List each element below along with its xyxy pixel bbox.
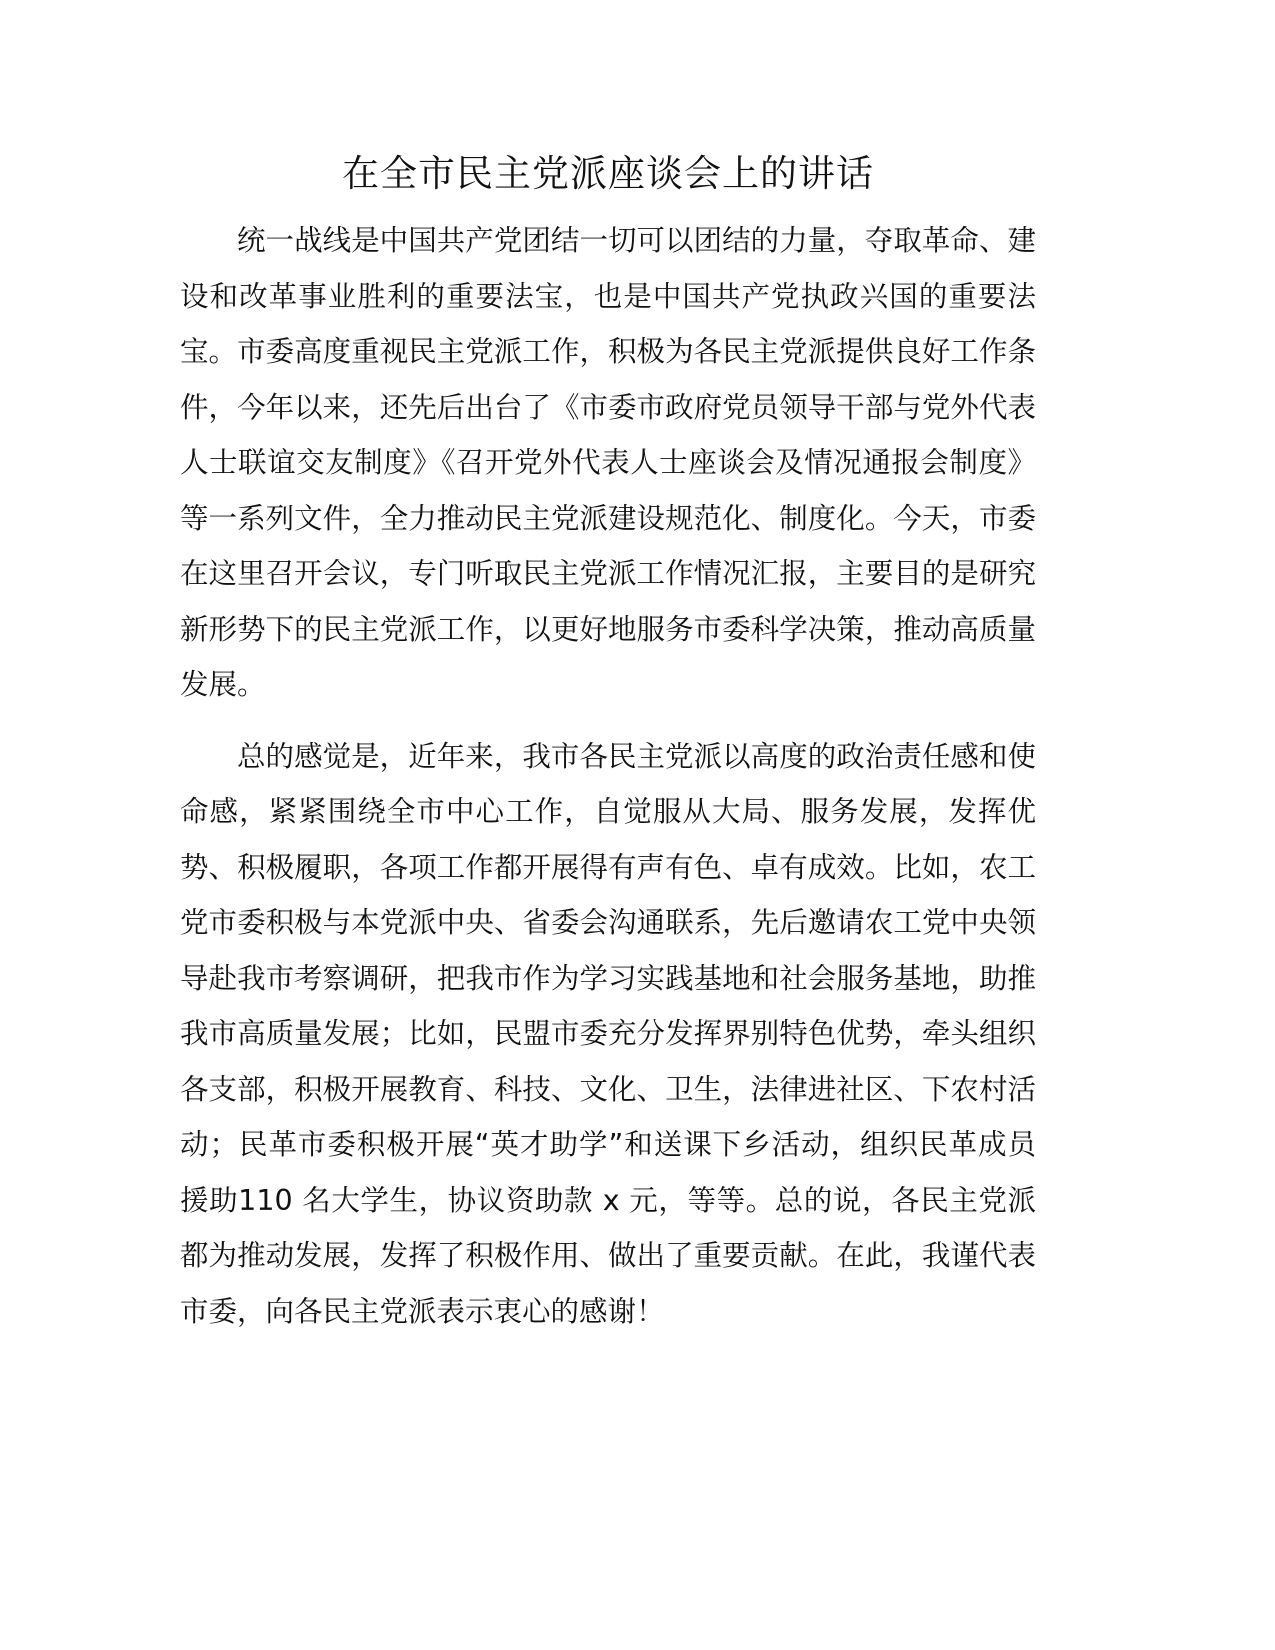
document-body xyxy=(180,150,1036,1339)
paragraph-overall-impression: 总的感觉是，近年来，我市各民主党派以高度的政治责任感和使命感，紧紧围绕全市中心工作，自觉服从大局、服务发展，发挥优势、积极履职，各项工作都开展得有声有色、卓有成效。比如，农工党市委积极与本党派中央、省委会沟通联系，先后邀请农工党中央领导赴我市考察调研，把我市作为学习实践基地和社会服务基地，助推我市高质量发展；比如，民盟市委充分发挥界别特色优势，牵头组织各支部，积极开展教育、科技、文化、卫生，法律进社区、下农村活动；民革市委积极开展“英才助学”和送课下乡活动，组织民革成员援助110 名大学生，协议资助款 x 元，等等。总的说，各民主党派都为推动发展，发挥了积极作用、做出了重要贡献。在此，我谨代表市委，向各民主党派表示衷心的感谢！ xyxy=(180,739,1036,1328)
paragraph-united-front: 统一战线是中国共产党团结一切可以团结的力量，夺取革命、建设和改革事业胜利的重要法宝，也是中国共产党执政兴国的重要法宝。市委高度重视民主党派工作，积极为各民主党派提供良好工作条件，今年以来，还先后出台了《市委市政府党员领导干部与党外代表人士联谊交友制度》《召开党外代表人士座谈会及情况通报会制度》等一系列文件，全力推动民主党派建设规范化、制度化。今天，市委在这里召开会议，专门听取民主党派工作情况汇报，主要目的是研究新形势下的民主党派工作，以更好地服务市委科学决策，推动高质量发展。 xyxy=(180,224,1036,701)
document-title: 在全市民主党派座谈会上的讲话 xyxy=(342,152,874,195)
